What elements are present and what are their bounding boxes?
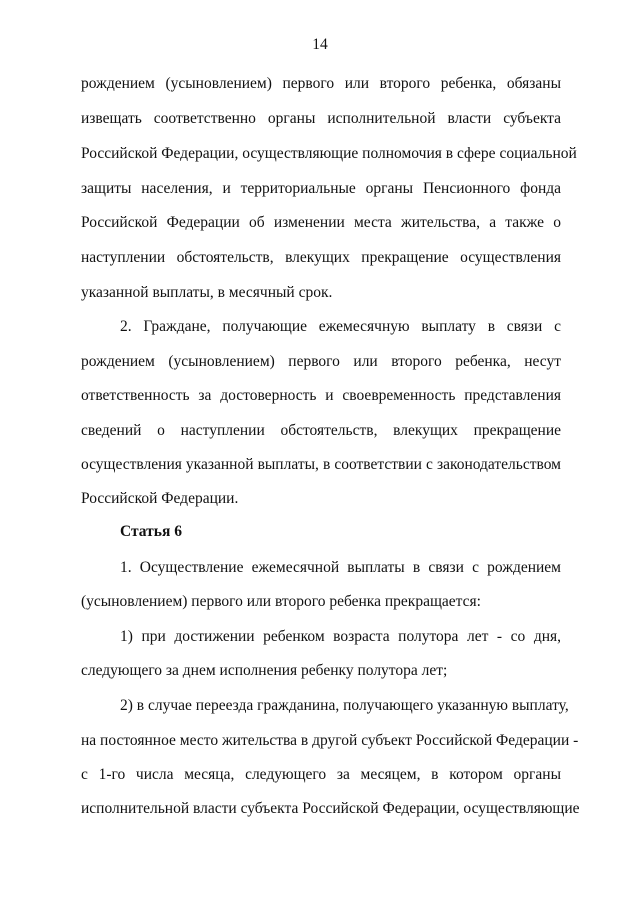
text-line: Российской Федерации. — [81, 490, 239, 507]
text-line: 1) при достижении ребенком возраста полутора лет - со дня, — [120, 628, 561, 645]
text-line: ответственность за достоверность и своевременность представления — [81, 387, 561, 404]
text-line: указанной выплаты, в месячный срок. — [81, 284, 333, 301]
text-line: с 1-го числа месяца, следующего за месяцем, в котором органы — [81, 766, 561, 783]
text-line: извещать соответственно органы исполнительной власти субъекта — [81, 110, 561, 127]
text-line: 2) в случае переезда гражданина, получающего указанную выплату, — [120, 697, 569, 714]
text-line: рождением (усыновлением) первого или второго ребенка, несут — [81, 353, 561, 370]
text-line: исполнительной власти субъекта Российской Федерации, осуществляющие — [81, 800, 580, 817]
text-line: (усыновлением) первого или второго ребенка прекращается: — [81, 593, 481, 610]
text-line: Российской Федерации об изменении места жительства, а также о — [81, 214, 561, 231]
text-line: 1. Осуществление ежемесячной выплаты в связи с рождением — [120, 559, 561, 576]
text-line: наступлении обстоятельств, влекущих прекращение осуществления — [81, 249, 561, 266]
text-line: защиты населения, и территориальные органы Пенсионного фонда — [81, 180, 561, 197]
text-line: сведений о наступлении обстоятельств, влекущих прекращение — [81, 422, 561, 439]
article-heading: Статья 6 — [120, 523, 182, 540]
text-line: на постоянное место жительства в другой субъект Российской Федерации - — [81, 732, 579, 749]
text-line: рождением (усыновлением) первого или второго ребенка, обязаны — [81, 75, 561, 92]
text-line: осуществления указанной выплаты, в соответствии с законодательством — [81, 456, 561, 473]
page-number: 14 — [312, 36, 328, 53]
text-line: следующего за днем исполнения ребенку полутора лет; — [81, 662, 448, 679]
text-line: Российской Федерации, осуществляющие полномочия в сфере социальной — [81, 145, 577, 162]
text-line: 2. Граждане, получающие ежемесячную выплату в связи с — [120, 318, 561, 335]
